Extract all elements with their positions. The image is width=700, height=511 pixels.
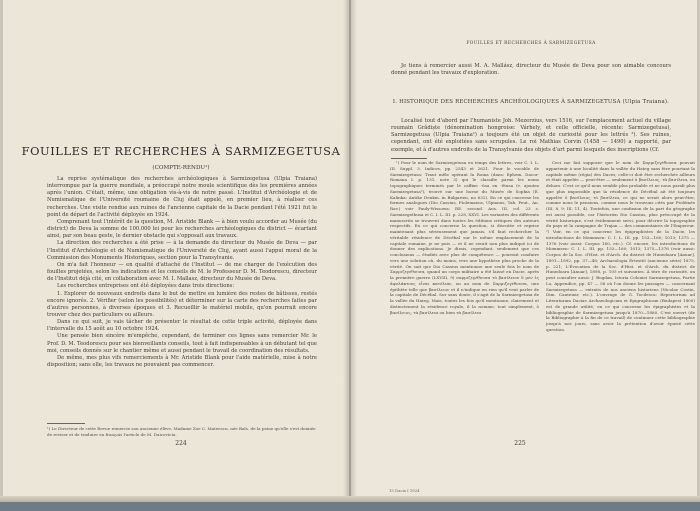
footnote-text: ¹) Pour le nom de Sarmizegetusa en temps des lettres, voir C. I. L. III. Suppl. 3. Indices, pp. 2543 et 2621. Pour le vocable de Sarmizegetusa: Traut mêle opérant la Roma (dans: Ephem. Dacor-Romana I. p. 131, note 3) qui le classifie parmi les noms topographiques terminés par le caffixe -ūsa en -ětusa (v. ajoutez Sarmizegetusa²), trouvé sur une borne du Musée de Sophia (E. Kalinka: Antike Denkm. in Bulgarien, no 632). En ce qui concerne les formes analogues (Dio Cassius, Ptolemaeus, Ulpianus, Tab. Peut., An. Rav.) voir Pauly-Wissowa: RE. second. Aus. III, col. 23 s. Sarmizegethusa et C. I. L. III. p. 228, XXVI. Les variantes des différents manuscrits se trouvent dans toutes les éditions critiques des auteurs respectifs. En ce qui concerne la question, si discutée et reprise maintenant plus sérieusement que jamais, s'il faut rechercher la véritable résidence de Décébal sur le même emplacement de la capitale romaine, je ne puis — et il ne serait non plus indiqué ici de donner des explications. Je dirais, cependant, seulement que ces conclusions — étudiés avec plus de compétence — pourrait conduire vers une solution où, du moins, vers une hypothèse plus proche de la vérité. On sait que Dio Cassius mentionne une seule fois le nom de Σαρμιζεγέθουσα, quand un corps militaire a été laissé en Dacie, après la première guerre (LXVIII, 9) σαρμιζεγέθουσα τὸ βασίλειον ὃ μὲν ἐς ἀφυλάκτους εἶναι κατέλιπε, ou au nom de Σαρμιζεγέθουσα, une épithète telle que βασίλειον et il n'indique en rien qu'il veut parler de la capitale de Décébal. Sur sans doute, il s'agit de la Sarmizegetusa de la vallée du Hațeg. Mais, toutes les fois qu'il mentionne, clairement et distinctement la résidence royale, il la nomme, tout simplement, ὁ βασίλειος, τὰ βασίλεια ou bien τὰ βασίλεια xyxy=(390,160,539,315)
paragraph: Localisé tout d'abord par l'humaniste Joh. Mezerzius, vers 1516, sur l'emplacement actuel du village roumain Grădiște (dénomination hongroise: Várhely, et celle officielle, récente: Sarmizegetusa), Sarmizegetusa (Ulpia Traiana¹) a toujours été un objet de curiosité pour les lettrés ²). Ses ruines, cependant, ont été exploitées sans scrupules. Le roi Mathias Corvin (1458 — 1490) a rapporté, par exemple, et à d'autres endroits de la Transylvanie des objets d'art parmi lesquels des inscriptions (Cf. xyxy=(391,118,671,153)
running-head: FOUILLES ET RECHERCHES À SARMIZEGETUSA xyxy=(466,41,596,46)
paragraph: On m'a fait l'honneur — en qualité d'attaché de l'Institut — de me charger de l'exécution des fouilles projetées, selon les indications et les conseils de M. le Professeur D. M. Teodorescu, directeur de l'Institut déjà cité, en collaboration avec M. I. Mallasz, directeur du Musée de Deva. xyxy=(47,261,317,283)
footnote-column-left xyxy=(390,160,539,315)
intro-paragraph xyxy=(391,63,671,77)
page-number: 225 xyxy=(514,440,526,447)
paragraph: La direction des recherches a été prise — à la demande du directeur du Musée de Deva — par l'Institut d'Archéologie et de Numismatique de l'Université de Cluj, ayant aussi l'appui moral de la Commission des Monuments Historiques, section pour la Transylvanie. xyxy=(47,240,317,261)
section-heading: I. HISTORIQUE DES RECHERCHES ARCHÉOLOGIQUES À SARMIZEGETUSA (Ulpia Traiana). xyxy=(392,99,670,105)
footnote: ¹) Le Directeur de cette Revue remercie son ancienne élève, Madame Zoe C. Mateescu, née Bals, de la peine qu'elle s'est donnée de reviser et de traduire en français l'article de M. Daicoviciu. xyxy=(47,426,316,437)
page-number: 224 xyxy=(175,440,187,447)
footnote-rule xyxy=(47,423,85,424)
footnote-column-right xyxy=(546,160,695,333)
left-page xyxy=(3,0,349,496)
paragraph: Une pensée bien sincère m'empêche, cependant, de terminer ces lignes sans remercier Mr. le Prof. D. M. Teodorescu pour ses bienveillants conseils, tout à fait indispensables à un débutant tel que moi, conseils donnés sur le chantier même et aussi pendant le travail de coordination des résultats. xyxy=(47,333,317,354)
article-subtitle: (COMPTE-RENDU¹) xyxy=(152,165,210,171)
paragraph: Comprenant tout l'intérêt de la question, M. Aristide Blank — à bien voulu accorder au Musée (du district) de Deva la somme de 100.000 lei pour les recherches archéologiques du district — écartant ainsi, par son beau geste, le dernier obstacle qui s'opposait aux travaux. xyxy=(47,218,317,240)
article-title: FOUILLES ET RECHERCHES À SARMIZEGETUSA xyxy=(21,144,341,158)
left-body-text xyxy=(47,176,317,369)
section-paragraph xyxy=(391,118,671,154)
book-cover-edge xyxy=(0,502,700,511)
paragraph: La reprise systématique des recherches archéologiques à Sarmizegetusa (Ulpia Traiana) interrompue par la guerre mondiale, a préoccupé notre moule scientifique dès les premières années après l'union. C'était, même, une obligation vis-à-vis de notre passé. L'Institut d'Archéologie et de Numismatique de l'Université roumaine de Cluj était appelé, en premier lieu, à réaliser ces recherches. Une visite rendue aux ruines de l'ancienne capitale de la Dacie pendant l'été 1921 fut le point de départ de l'activité déployée en 1924. xyxy=(47,176,317,218)
paragraph: 1. Explorer de nouveaux endroits dans le but de mettre en lumière des restes de bâtisses, restés encore ignorés. 2. Vérifier (selon les possibilités) et déterminer sur la carte des recherches faites par d'autres personnes, à diverses époques et 3. Recueillir le matériel mobile, qu'on pourrait encore trouver chez des particuliers ou ailleurs. xyxy=(47,290,317,318)
signature-mark: 15 Dacia I 1924 xyxy=(389,488,420,493)
paragraph: Les recherches entreprises ont été déployées dans trois directions: xyxy=(57,283,235,290)
footnote-rule xyxy=(391,158,427,159)
paragraph: Dans ce qui suit, je vais tâcher de présenter le résultat de cette triple activité, déployée dans l'intervalle du 15 août au 10 octobre 1924. xyxy=(47,319,317,333)
book-gutter xyxy=(343,0,357,496)
paragraph: De même, mes plus vifs remerciements à Mr. Aristide Blank pour l'aide matérielle, mise à notre disposition; sans elle, les travaux ne pouvaient pas commencer. xyxy=(47,354,317,369)
right-page xyxy=(351,0,697,496)
footnote-text: Ceci me fait supposer que le nom de Σαρμιζεγέθουσα pouvait appartenir à une localité dans la vallée du Hațeg sans être pourtant la capitale même (régia) des Daces; celle-ci doit être recherchée ailleurs et était appelée — peut-être — seulement ὁ βασίλειος, τὰ βασίλεια, en dehors. C'est ce qu'il nous semble plus probable et ne nous paraît plus que plus impossible que la résidence de Décébal ait été toujours appelée ὁ βασίλειος τὸ βασίλεια, ce qui ne serait alors peut-être, comme nous le pensions, comme nous le trouvons cités par Ptolémée (III, 8, 9; III, 11, 4). Toutefois, une confusion de la part du géographe est aussi possible, car l'historien Dio Cassius, plus préoccupé de la vérité historique, s'est évidemment servi, pour décrire la topographie du pays et la campagne de Trajan — des commentaires de l'Empereur. ²) Voir, en ce qui concerne les épigraphistes de la Dacie, les introductions de Mommsen: C. I. L. III. pp. 153—160; 1013; 1375 — 1376 (voir aussi: Corpus 160, etc.). Cf. encore, les introductions de Mommsen: C. I. L. III. pp. 153—160; 1013; 1375—1376 (voir aussi: Corpus de la Soc. d'Hist. et d'Arch. du district de Hunedoara [Anuar], 1891—1892, pp. 37—48; Archaeologia Értesítő (ancienne série) 1875, p. 221; L'Évocation de la Soc. d'Hist. et d'Arch. du district de Hunedoara [Anuar], 1898, p. 105 et suivantes. À titre de curiosité, on peut consulter aussi: J. Bogdan, Istoria Coloniei Sarmizegetusa, Partie Lo, Appendice, pp. 47 — 56 où l'on donne les passages — concernant Sarmizegetusa — extraits de nos anciens historiens (Nicolae Costin, Dim. Cantemir, etc.). L'ouvrage de G. Tocilescu: Repertorium ad Literaturam Daciae Archaeologicam et Epigraphicam (Budapest 1800) est de grande utilité, en ce qui concerne les épigraphistes et la bibliographie de Sarmizegetusa jusqu'à 1870—1880. C'est ouvert (de la Bibliographie à la fin de ce travail) de continuer cette bibliographie jusqu'à nos jours, sans avoir la prétention d'avoir épuisé cette question. xyxy=(546,160,695,332)
paragraph: Je tiens à remercier aussi M. A. Mallász, directeur du Musée de Deva pour son aimable concours donné pendant les travaux d'exploration. xyxy=(391,63,671,77)
